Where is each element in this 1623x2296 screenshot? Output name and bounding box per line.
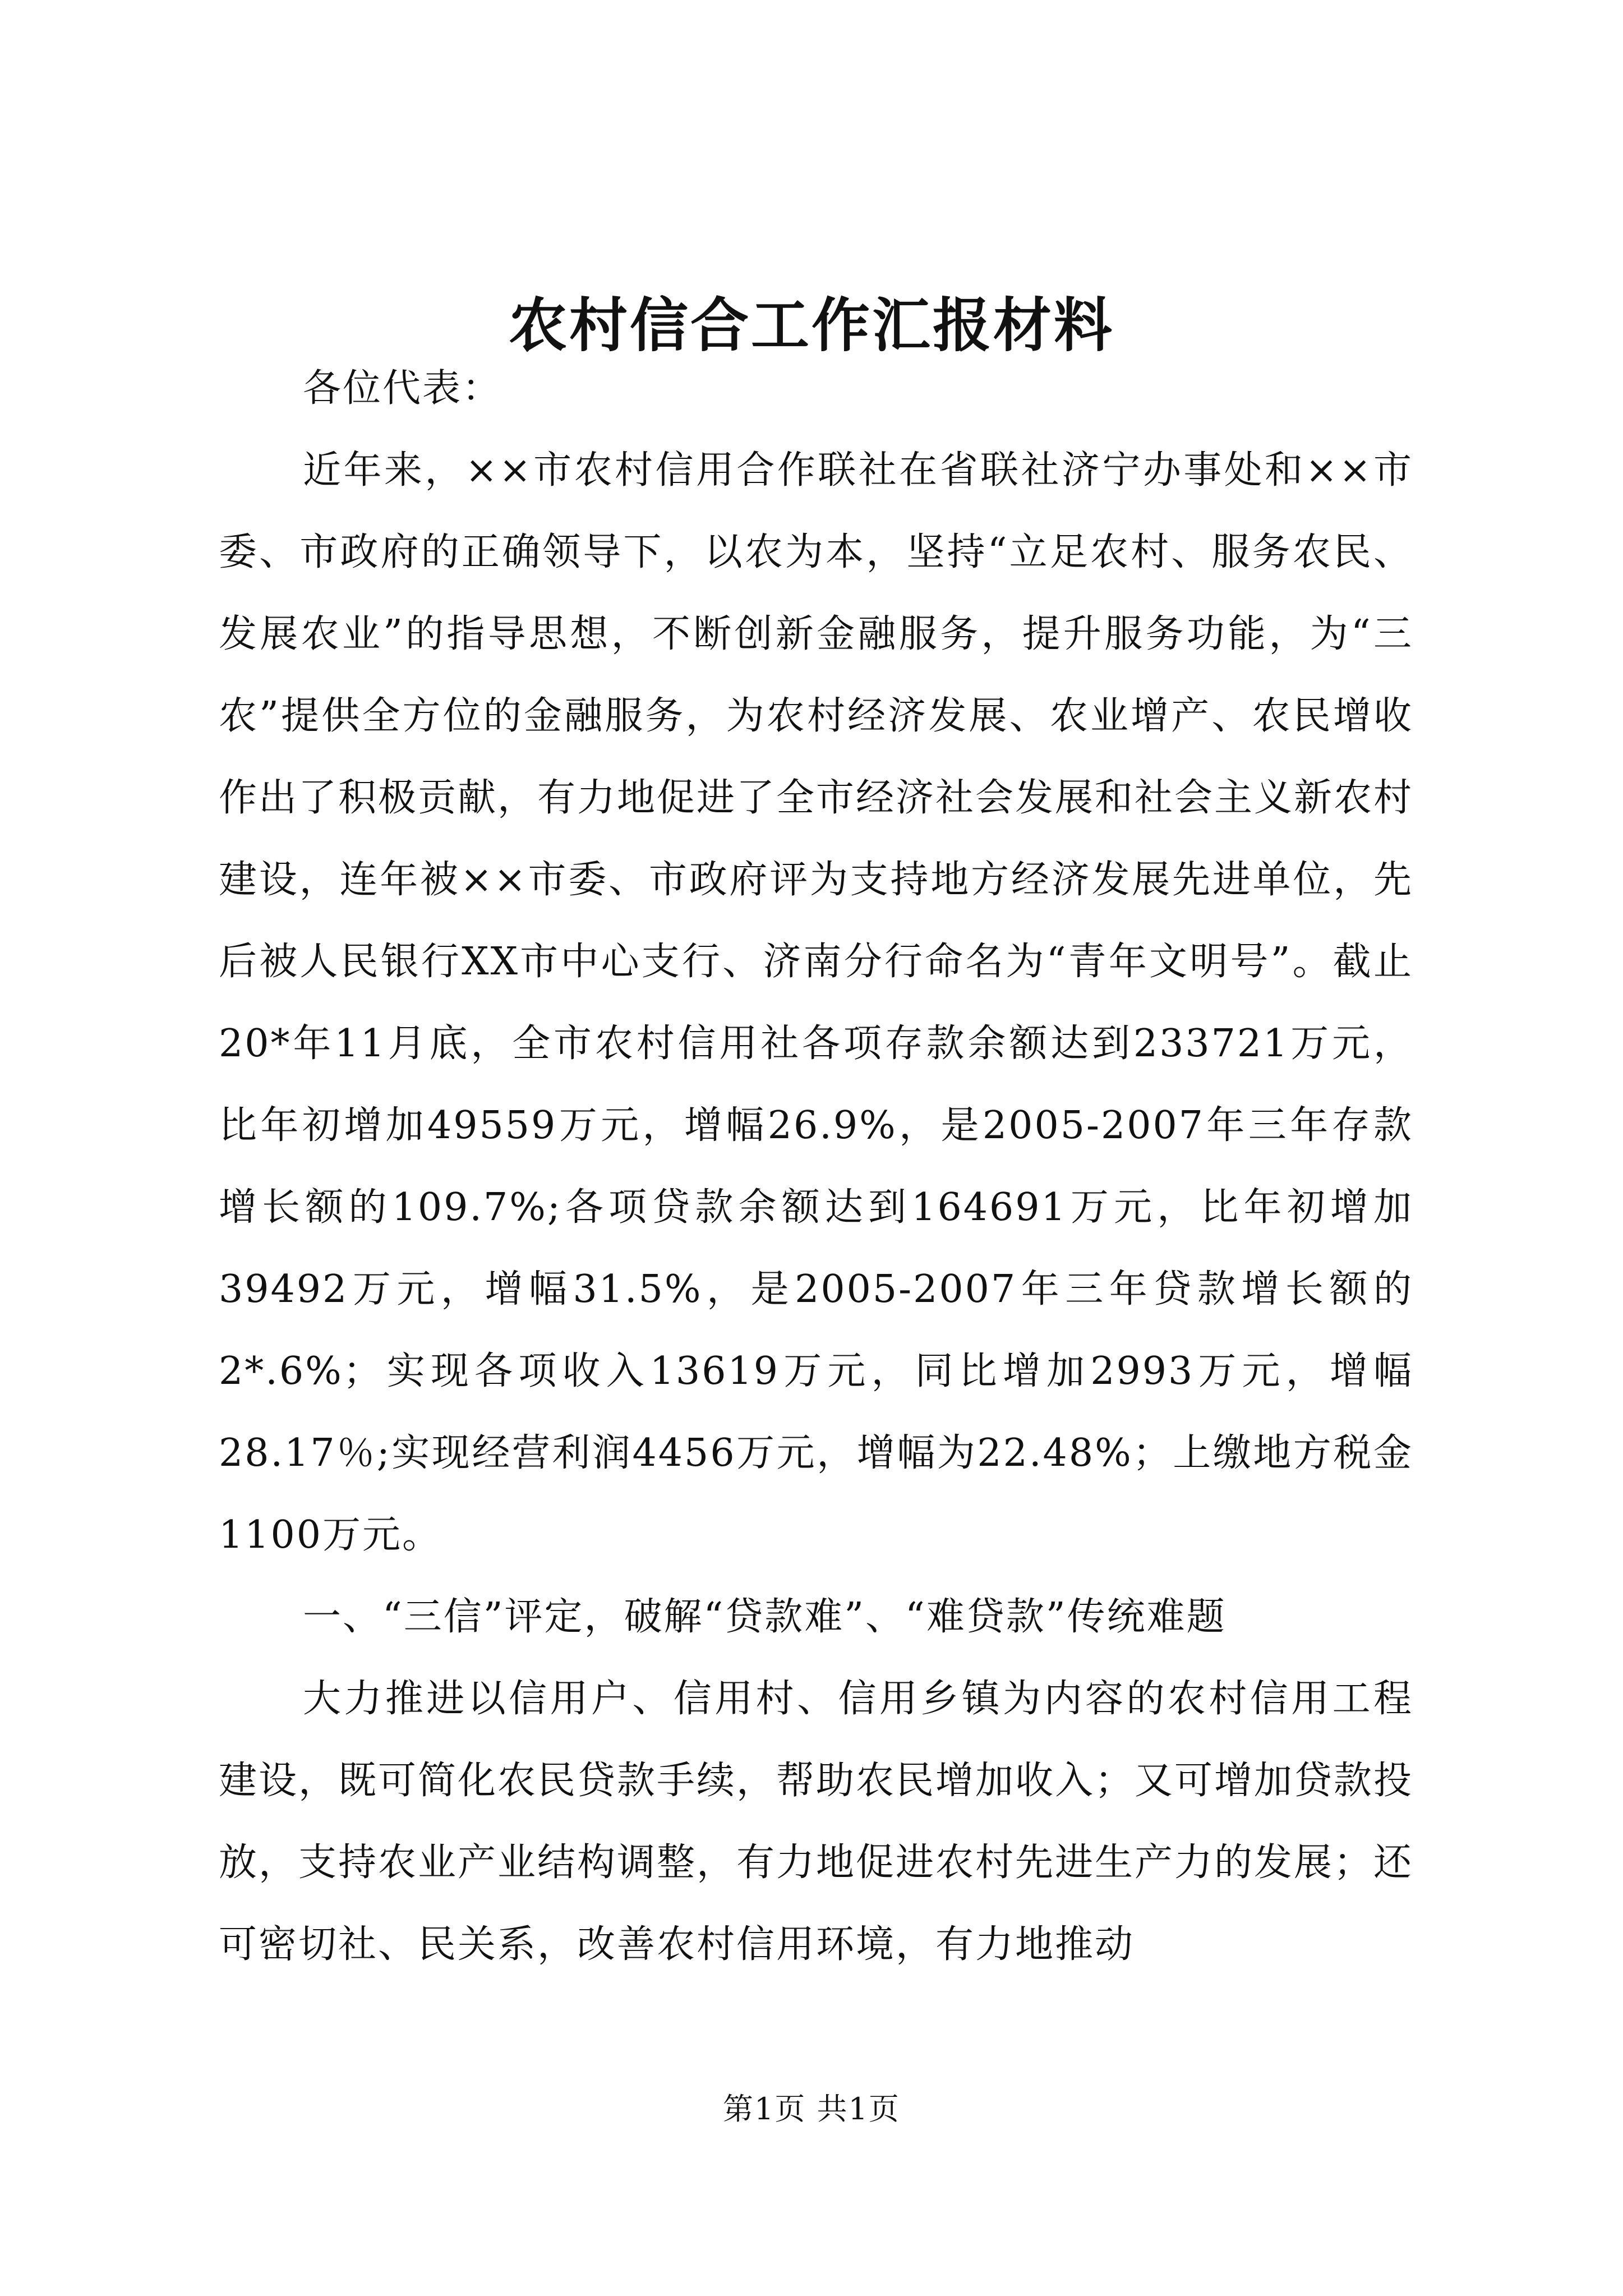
document-body (219, 348, 1413, 1986)
page-number-footer: 第1页 共1页 (723, 2091, 900, 2127)
salutation: 各位代表： (303, 366, 502, 411)
section-heading-1: 一、“三信”评定，破解“贷款难”、“难贷款”传统难题 (303, 1595, 1227, 1639)
paragraph-section-1: 大力推进以信用户、信用村、信用乡镇为内容的农村信用工程建设，既可简化农民贷款手续，帮助农民增加收入；又可增加贷款投放，支持农业产业结构调整，有力地促进农村先进生产力的发展；还可密切社、民关系，改善农村信用环境，有力地推动 (219, 1677, 1414, 1967)
document-title: 农村信合工作汇报材料 (508, 291, 1114, 360)
paragraph-intro: 近年来，××市农村信用合作联社在省联社济宁办事处和××市委、市政府的正确领导下，以农为本，坚持“立足农村、服务农民、发展农业”的指导思想，不断创新金融服务，提升服务功能，为“三农”提供全方位的金融服务，为农村经济发展、农业增产、农民增收作出了积极贡献，有力地促进了全市经济社会发展和社会主义新农村建设，连年被××市委、市政府评为支持地方经济发展先进单位，先后被人民银行XX市中心支行、济南分行命名为“青年文明号”。截止20*年11月底，全市农村信用社各项存款余额达到233721万元，比年初增加49559万元，增幅26.9%，是2005-2007年三年存款增长额的109.7%;各项贷款余额达到164691万元，比年初增加39492万元，增幅31.5%，是2005-2007年三年贷款增长额的2*.6%；实现各项收入13619万元，同比增加2993万元，增幅28.17％;实现经营利润4456万元，增幅为22.48%；上缴地方税金1100万元。 (219, 448, 1414, 1557)
